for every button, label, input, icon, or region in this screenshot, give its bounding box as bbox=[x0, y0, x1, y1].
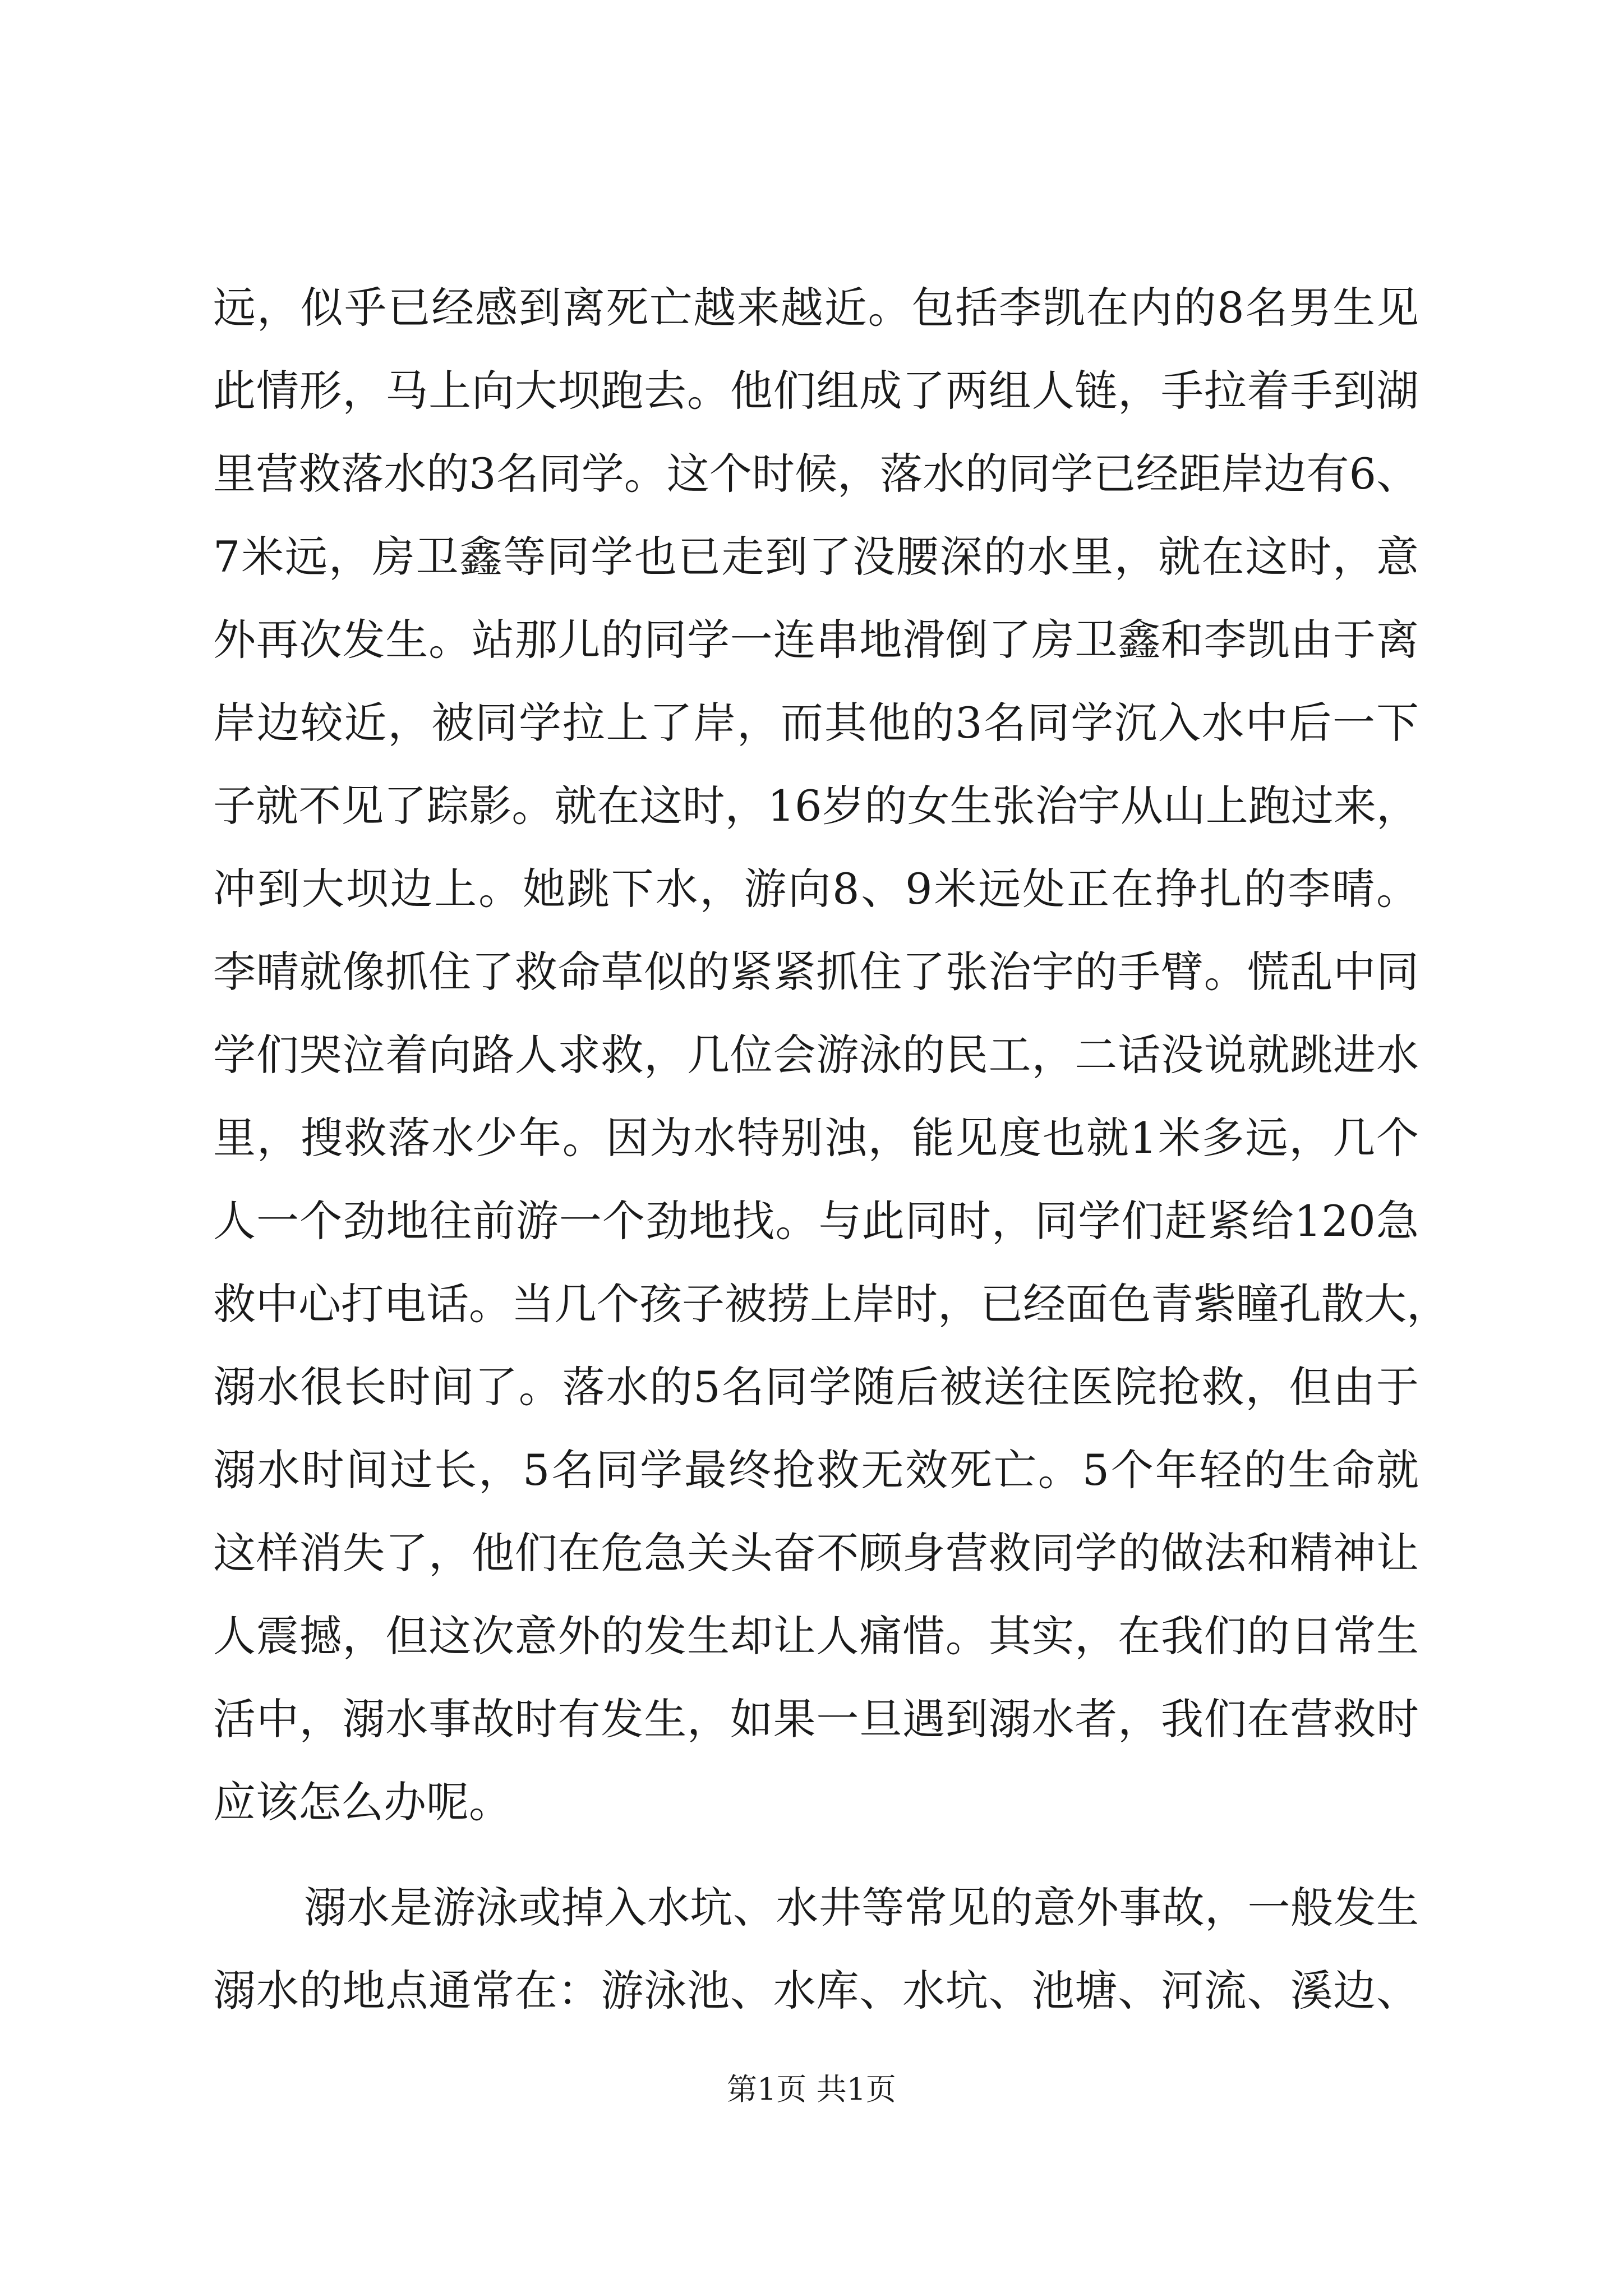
text-line: 人一个劲地往前游一个劲地找。与此同时，同学们赶紧给120急 bbox=[213, 1196, 1419, 1246]
page-footer bbox=[0, 2070, 1623, 2109]
text-line: 李晴就像抓住了救命草似的紧紧抓住了张治宇的手臂。慌乱中同 bbox=[213, 947, 1419, 997]
text-line: 救中心打电话。当几个孩子被捞上岸时，已经面色青紫瞳孔散大， bbox=[213, 1279, 1449, 1329]
body-text bbox=[213, 266, 1449, 2032]
text-line: 7米远，房卫鑫等同学也已走到了没腰深的水里，就在这时，意 bbox=[213, 532, 1419, 582]
text-line: 溺水时间过长，5名同学最终抢救无效死亡。5个年轻的生命就 bbox=[213, 1445, 1419, 1495]
paragraph-1 bbox=[213, 266, 1449, 1844]
text-line: 此情形，马上向大坝跑去。他们组成了两组人链，手拉着手到湖 bbox=[213, 366, 1419, 416]
text-line: 外再次发生。站那儿的同学一连串地滑倒了房卫鑫和李凯由于离 bbox=[213, 615, 1419, 665]
text-line: 应该怎么办呢。 bbox=[213, 1777, 511, 1827]
text-line: 人震撼，但这次意外的发生却让人痛惜。其实，在我们的日常生 bbox=[213, 1611, 1419, 1661]
text-line: 溺水很长时间了。落水的5名同学随后被送往医院抢救，但由于 bbox=[213, 1362, 1419, 1412]
text-line: 活中，溺水事故时有发生，如果一旦遇到溺水者，我们在营救时 bbox=[213, 1694, 1419, 1744]
text-line: 里营救落水的3名同学。这个时候，落水的同学已经距岸边有6、 bbox=[213, 449, 1419, 499]
paragraph-spacer bbox=[213, 1844, 1419, 1866]
text-line: 岸边较近，被同学拉上了岸，而其他的3名同学沉入水中后一下 bbox=[213, 698, 1419, 748]
text-line: 里，搜救落水少年。因为水特别浊，能见度也就1米多远，几个 bbox=[213, 1113, 1419, 1163]
page-number-label: 第1页 共1页 bbox=[727, 2072, 896, 2107]
text-line: 冲到大坝边上。她跳下水，游向8、9米远处正在挣扎的李晴。 bbox=[213, 864, 1419, 914]
text-line: 这样消失了，他们在危急关头奋不顾身营救同学的做法和精神让 bbox=[213, 1528, 1419, 1578]
text-line: 学们哭泣着向路人求救，几位会游泳的民工，二话没说就跳进水 bbox=[213, 1030, 1419, 1080]
text-line: 溺水的地点通常在：游泳池、水库、水坑、池塘、河流、溪边、 bbox=[213, 1966, 1419, 2016]
paragraph-2 bbox=[213, 1866, 1419, 2032]
text-line: 溺水是游泳或掉入水坑、水井等常见的意外事故，一般发生 bbox=[304, 1883, 1419, 1932]
text-line: 子就不见了踪影。就在这时，16岁的女生张治宇从山上跑过来， bbox=[213, 781, 1419, 831]
text-line: 远，似乎已经感到离死亡越来越近。包括李凯在内的8名男生见 bbox=[213, 283, 1419, 333]
